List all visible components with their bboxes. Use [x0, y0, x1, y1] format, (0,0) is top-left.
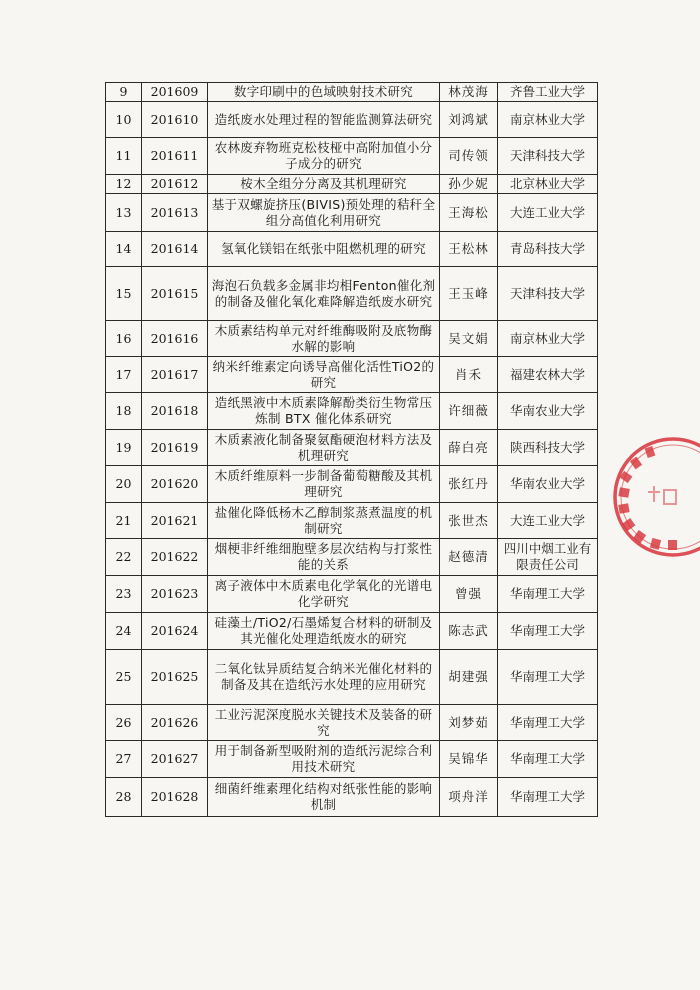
project-leader: 吴文娟 [440, 321, 498, 357]
project-leader: 王松林 [440, 232, 498, 267]
project-title: 氢氧化镁铝在纸张中阻燃机理的研究 [208, 232, 440, 267]
row-number: 17 [106, 357, 142, 393]
project-institution: 福建农林大学 [498, 357, 598, 393]
project-code: 201615 [142, 267, 208, 321]
row-number: 20 [106, 466, 142, 503]
project-code: 201614 [142, 232, 208, 267]
project-code: 201613 [142, 194, 208, 232]
project-institution: 大连工业大学 [498, 194, 598, 232]
project-leader: 刘梦茹 [440, 705, 498, 741]
project-title: 细菌纤维素理化结构对纸张性能的影响机制 [208, 778, 440, 817]
project-leader: 许细薇 [440, 393, 498, 430]
row-number: 9 [106, 83, 142, 102]
row-number: 13 [106, 194, 142, 232]
row-number: 26 [106, 705, 142, 741]
project-leader: 项舟洋 [440, 778, 498, 817]
project-title: 硅藻土/TiO2/石墨烯复合材料的研制及其光催化处理造纸废水的研究 [208, 613, 440, 650]
table-row [106, 430, 598, 466]
project-leader: 吴锦华 [440, 741, 498, 778]
project-code: 201627 [142, 741, 208, 778]
project-title: 农林废弃物班克松枝桠中高附加值小分子成分的研究 [208, 138, 440, 175]
project-title: 基于双螺旋挤压(BIVIS)预处理的秸秆全组分高值化利用研究 [208, 194, 440, 232]
project-code: 201624 [142, 613, 208, 650]
table-row [106, 194, 598, 232]
row-number: 11 [106, 138, 142, 175]
project-title: 工业污泥深度脱水关键技术及装备的研究 [208, 705, 440, 741]
project-institution: 天津科技大学 [498, 267, 598, 321]
table-row [106, 613, 598, 650]
project-institution: 华南农业大学 [498, 466, 598, 503]
project-code: 201616 [142, 321, 208, 357]
row-number: 27 [106, 741, 142, 778]
row-number: 10 [106, 102, 142, 138]
row-number: 25 [106, 650, 142, 705]
table-row [106, 778, 598, 817]
row-number: 21 [106, 503, 142, 539]
table-row [106, 576, 598, 613]
project-code: 201619 [142, 430, 208, 466]
project-code: 201610 [142, 102, 208, 138]
project-leader: 薛白亮 [440, 430, 498, 466]
project-institution: 华南理工大学 [498, 650, 598, 705]
row-number: 14 [106, 232, 142, 267]
project-leader: 司传领 [440, 138, 498, 175]
project-table-body [106, 83, 598, 817]
row-number: 16 [106, 321, 142, 357]
project-title: 木质素液化制备聚氨酯硬泡材料方法及机理研究 [208, 430, 440, 466]
project-institution: 华南理工大学 [498, 741, 598, 778]
project-leader: 张红丹 [440, 466, 498, 503]
table-row [106, 102, 598, 138]
table-row [106, 393, 598, 430]
table-row [106, 321, 598, 357]
project-institution: 华南农业大学 [498, 393, 598, 430]
project-code: 201611 [142, 138, 208, 175]
project-code: 201612 [142, 175, 208, 194]
table-row [106, 175, 598, 194]
project-code: 201625 [142, 650, 208, 705]
project-title: 海泡石负载多金属非均相Fenton催化剂的制备及催化氧化难降解造纸废水研究 [208, 267, 440, 321]
table-row [106, 83, 598, 102]
project-leader: 赵德清 [440, 539, 498, 576]
row-number: 28 [106, 778, 142, 817]
project-code: 201622 [142, 539, 208, 576]
project-title: 二氧化钛异质结复合纳米光催化材料的制备及其在造纸污水处理的应用研究 [208, 650, 440, 705]
project-title: 盐催化降低杨木乙醇制浆蒸煮温度的机制研究 [208, 503, 440, 539]
table-row [106, 503, 598, 539]
table-row [106, 705, 598, 741]
project-code: 201617 [142, 357, 208, 393]
project-leader: 张世杰 [440, 503, 498, 539]
project-institution: 北京林业大学 [498, 175, 598, 194]
table-row [106, 650, 598, 705]
table-row [106, 232, 598, 267]
project-institution: 华南理工大学 [498, 576, 598, 613]
project-institution: 华南理工大学 [498, 778, 598, 817]
row-number: 12 [106, 175, 142, 194]
row-number: 19 [106, 430, 142, 466]
project-title: 数字印刷中的色域映射技术研究 [208, 83, 440, 102]
project-leader: 孙少妮 [440, 175, 498, 194]
project-title: 离子液体中木质素电化学氧化的光谱电化学研究 [208, 576, 440, 613]
table-row [106, 138, 598, 175]
project-code: 201609 [142, 83, 208, 102]
project-title: 用于制备新型吸附剂的造纸污泥综合利用技术研究 [208, 741, 440, 778]
project-leader: 曾强 [440, 576, 498, 613]
project-code: 201618 [142, 393, 208, 430]
project-title: 烟梗非纤维细胞壁多层次结构与打浆性能的关系 [208, 539, 440, 576]
project-title: 桉木全组分分离及其机理研究 [208, 175, 440, 194]
project-leader: 陈志武 [440, 613, 498, 650]
project-institution: 四川中烟工业有限责任公司 [498, 539, 598, 576]
project-title: 木质纤维原料一步制备葡萄糖酸及其机理研究 [208, 466, 440, 503]
table-row [106, 466, 598, 503]
project-leader: 刘鸿斌 [440, 102, 498, 138]
project-title: 木质素结构单元对纤维酶吸附及底物酶水解的影响 [208, 321, 440, 357]
table-row [106, 539, 598, 576]
project-institution: 大连工业大学 [498, 503, 598, 539]
project-title: 纳米纤维素定向诱导高催化活性TiO2的研究 [208, 357, 440, 393]
project-institution: 天津科技大学 [498, 138, 598, 175]
project-leader: 胡建强 [440, 650, 498, 705]
project-code: 201623 [142, 576, 208, 613]
row-number: 18 [106, 393, 142, 430]
table-row [106, 357, 598, 393]
project-code: 201621 [142, 503, 208, 539]
row-number: 24 [106, 613, 142, 650]
project-institution: 南京林业大学 [498, 102, 598, 138]
row-number: 22 [106, 539, 142, 576]
table-row [106, 741, 598, 778]
table-row [106, 267, 598, 321]
row-number: 15 [106, 267, 142, 321]
row-number: 23 [106, 576, 142, 613]
project-leader: 王海松 [440, 194, 498, 232]
official-seal [608, 432, 700, 562]
project-title: 造纸黑液中木质素降解酚类衍生物常压炼制 BTX 催化体系研究 [208, 393, 440, 430]
project-leader: 林茂海 [440, 83, 498, 102]
project-institution: 陕西科技大学 [498, 430, 598, 466]
project-institution: 华南理工大学 [498, 705, 598, 741]
project-code: 201626 [142, 705, 208, 741]
project-institution: 南京林业大学 [498, 321, 598, 357]
project-table [105, 82, 598, 817]
project-institution: 青岛科技大学 [498, 232, 598, 267]
project-code: 201628 [142, 778, 208, 817]
project-code: 201620 [142, 466, 208, 503]
project-institution: 齐鲁工业大学 [498, 83, 598, 102]
project-institution: 华南理工大学 [498, 613, 598, 650]
project-title: 造纸废水处理过程的智能监测算法研究 [208, 102, 440, 138]
project-leader: 肖禾 [440, 357, 498, 393]
project-leader: 王玉峰 [440, 267, 498, 321]
